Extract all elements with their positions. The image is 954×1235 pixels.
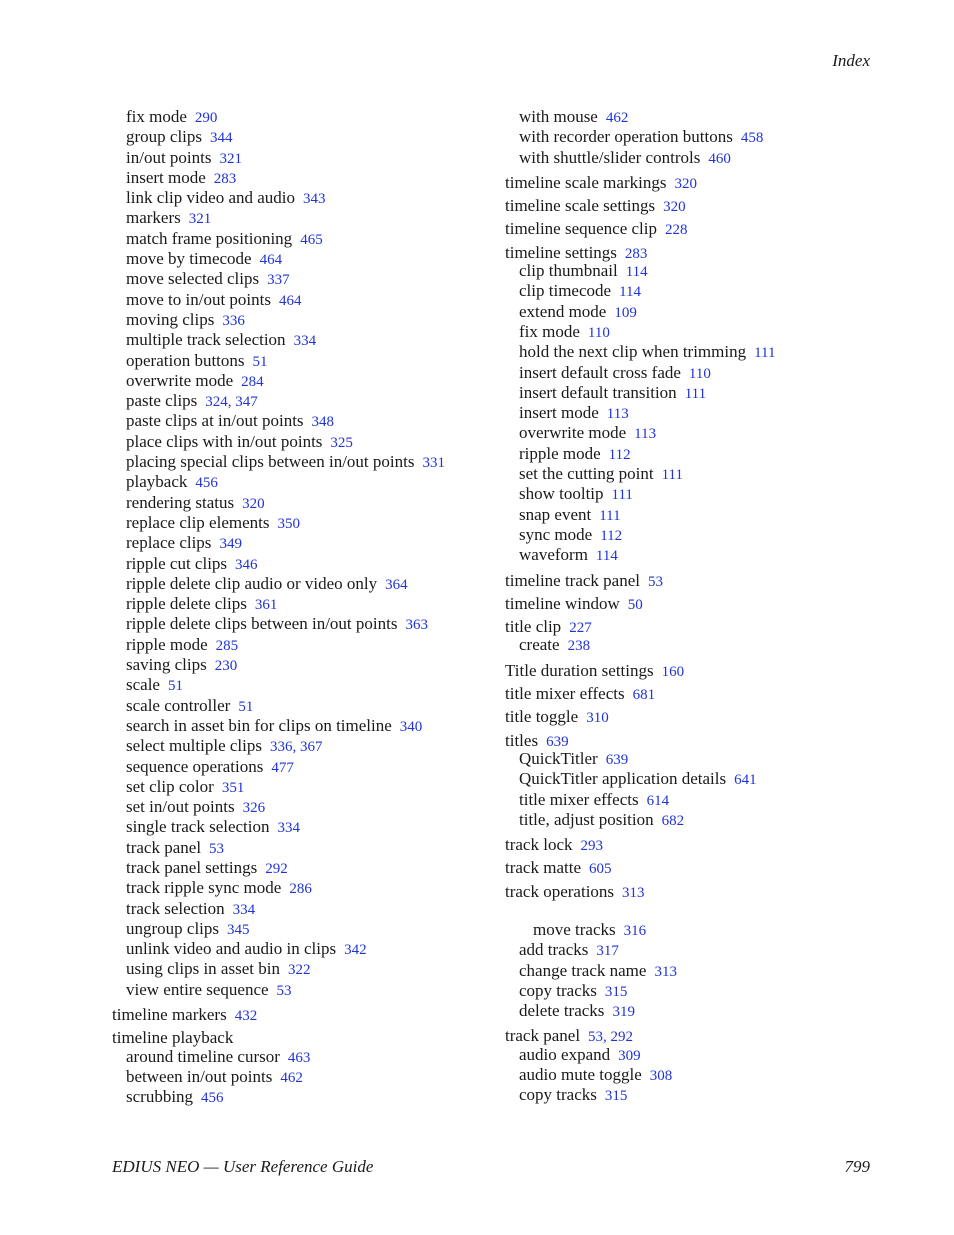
index-subentry	[112, 736, 492, 756]
index-subentry	[112, 513, 492, 533]
index-subentry	[112, 574, 492, 594]
index-term: move to in/out points	[126, 289, 271, 309]
index-term: audio expand	[519, 1044, 611, 1064]
page-link[interactable]: 112	[608, 446, 631, 463]
index-term: ripple mode	[126, 634, 208, 654]
index-subentry	[112, 635, 492, 655]
index-subentry	[112, 797, 492, 817]
index-term: fix mode	[519, 321, 580, 341]
page-link[interactable]: 334	[232, 901, 256, 918]
index-term: timeline markers	[112, 1005, 227, 1025]
index-subentry	[505, 1085, 885, 1105]
index-subentry	[505, 1001, 885, 1021]
page-separator: ,	[603, 1029, 611, 1046]
page-link[interactable]: 456	[195, 475, 218, 492]
page-link[interactable]: 283	[624, 245, 648, 262]
index-subentry	[505, 363, 885, 383]
page-link[interactable]: 53	[648, 573, 663, 590]
page-link[interactable]: 110	[587, 324, 610, 341]
page-link[interactable]: 315	[604, 1088, 628, 1105]
page-link[interactable]: 336	[269, 739, 293, 756]
index-term: insert default cross fade	[519, 362, 681, 382]
page-link[interactable]: 113	[634, 426, 657, 443]
page-link[interactable]: 367	[299, 739, 323, 756]
page-link[interactable]: 344	[210, 130, 233, 147]
index-term: place clips with in/out points	[126, 431, 323, 451]
index-term: track ripple sync mode	[126, 878, 282, 898]
page-link[interactable]: 309	[618, 1047, 641, 1064]
index-subentry	[112, 939, 492, 959]
page-link[interactable]: 343	[303, 191, 326, 208]
page-link[interactable]: 50	[627, 596, 643, 613]
page-link[interactable]: 110	[688, 365, 711, 382]
index-term: unlink video and audio in clips	[126, 939, 337, 959]
index-subentry	[112, 1087, 492, 1107]
index-subentry	[505, 940, 885, 960]
page-link[interactable]: 290	[194, 110, 218, 126]
index-term: add tracks	[519, 940, 589, 960]
index-subentry	[505, 403, 885, 423]
index-term: between in/out points	[126, 1066, 273, 1086]
page-link[interactable]: 349	[219, 536, 242, 553]
index-column-left	[112, 107, 492, 1108]
page-link[interactable]: 347	[235, 394, 258, 411]
index-subentry	[505, 423, 885, 443]
index-term: single track selection	[126, 817, 270, 837]
index-entry	[505, 214, 885, 237]
page-link[interactable]: 315	[604, 983, 628, 1000]
index-entry	[505, 679, 885, 702]
index-subentry	[505, 484, 885, 504]
index-entry	[505, 656, 885, 679]
index-term: markers	[126, 208, 181, 228]
index-term: move by timecode	[126, 249, 252, 269]
index-subentry	[112, 493, 492, 513]
index-term: insert mode	[126, 167, 206, 187]
index-subentry	[112, 290, 492, 310]
page-link[interactable]: 160	[661, 663, 685, 680]
index-term: set the cutting point	[519, 464, 654, 484]
index-entry	[505, 830, 885, 853]
index-subentry	[112, 330, 492, 350]
index-term: track selection	[126, 898, 225, 918]
index-term: title mixer effects	[505, 684, 625, 704]
index-term: clip timecode	[519, 281, 612, 301]
page-link[interactable]: 346	[235, 556, 258, 573]
index-subentry	[112, 249, 492, 269]
index-subentry	[505, 281, 885, 301]
page-link[interactable]: 641	[734, 772, 757, 789]
index-entry	[505, 726, 885, 749]
page-link[interactable]: 113	[606, 406, 629, 423]
index-subentry	[112, 858, 492, 878]
index-subentry	[505, 769, 885, 789]
index-term: create	[519, 635, 560, 655]
index-term: scrubbing	[126, 1087, 194, 1107]
page-link[interactable]: 51	[252, 353, 268, 370]
index-subentry	[112, 959, 492, 979]
index-term: show tooltip	[519, 484, 604, 504]
index-term: playback	[126, 472, 188, 492]
page-link[interactable]: 321	[219, 150, 242, 167]
page-link[interactable]: 316	[623, 922, 647, 939]
page-link[interactable]: 463	[287, 1049, 311, 1066]
index-subentry	[112, 675, 492, 695]
running-header: Index	[832, 51, 870, 70]
index-subentry	[112, 817, 492, 837]
index-term: ripple delete clips between in/out points	[126, 614, 398, 634]
index-term: with shuttle/slider controls	[519, 147, 701, 167]
index-subentry	[505, 107, 885, 127]
page-link[interactable]: 322	[287, 962, 311, 979]
page-link[interactable]: 292	[265, 860, 288, 877]
index-term: sequence operations	[126, 756, 264, 776]
index-entry	[505, 238, 885, 261]
page-link[interactable]: 109	[614, 304, 637, 321]
index-subentry	[112, 391, 492, 411]
page-link[interactable]: 313	[622, 884, 645, 901]
page-link[interactable]: 348	[311, 414, 335, 431]
page-link[interactable]: 111	[611, 487, 633, 504]
index-term: timeline scale settings	[505, 196, 656, 216]
index-term: placing special clips between in/out points	[126, 452, 415, 472]
index-subentry	[505, 961, 885, 981]
page-link[interactable]: 308	[649, 1068, 673, 1085]
index-term: title, adjust position	[519, 809, 654, 829]
index-term: ripple delete clip audio or video only	[126, 573, 378, 593]
index-term: with mouse	[519, 107, 598, 126]
index-subentry	[112, 757, 492, 777]
page-link[interactable]: 325	[330, 434, 353, 451]
page-link[interactable]: 321	[188, 211, 212, 228]
index-subentry	[112, 351, 492, 371]
index-term: group clips	[126, 127, 203, 147]
index-term: insert default transition	[519, 382, 677, 402]
index-term: multiple track selection	[126, 330, 286, 350]
index-term: search in asset bin for clips on timeline	[126, 715, 392, 735]
index-term: track panel	[126, 837, 202, 857]
index-term: saving clips	[126, 655, 207, 675]
index-entry	[505, 191, 885, 214]
index-subentry	[505, 981, 885, 1001]
index-term: QuickTitler application details	[519, 769, 727, 789]
page-link[interactable]: 462	[280, 1069, 303, 1086]
index-term: ripple delete clips	[126, 594, 247, 614]
page-link[interactable]: 111	[754, 345, 776, 362]
page-link[interactable]: 286	[289, 881, 312, 898]
index-term: scale	[126, 675, 160, 695]
index-subentry	[112, 554, 492, 574]
page-link[interactable]: 53	[588, 1029, 604, 1046]
page-link[interactable]: 331	[422, 455, 445, 472]
index-term: QuickTitler	[519, 748, 598, 768]
index-term: ripple cut clips	[126, 553, 228, 573]
page-link[interactable]: 639	[546, 733, 569, 750]
page-link[interactable]: 351	[221, 779, 245, 796]
index-subentry	[505, 464, 885, 484]
index-subentry	[112, 168, 492, 188]
index-term: move tracks	[533, 919, 616, 939]
page-link[interactable]: 464	[278, 292, 302, 309]
index-term: copy tracks	[519, 1085, 597, 1105]
index-subentry	[505, 383, 885, 403]
page-link[interactable]: 114	[619, 284, 642, 301]
page-link[interactable]: 319	[612, 1004, 635, 1021]
index-term: delete tracks	[519, 1001, 605, 1021]
index-term: select multiple clips	[126, 736, 262, 756]
index-term: change track name	[519, 960, 647, 980]
index-entry	[112, 1000, 492, 1023]
index-term: track matte	[505, 858, 581, 878]
page-link[interactable]: 336	[222, 312, 245, 329]
page-link[interactable]: 285	[215, 637, 239, 654]
index-subentry	[112, 980, 492, 1000]
index-subentry	[505, 790, 885, 810]
index-subentry	[112, 1047, 492, 1067]
index-term: move selected clips	[126, 269, 260, 289]
index-term: timeline sequence clip	[505, 219, 657, 239]
page-footer	[112, 1157, 870, 1177]
page-link[interactable]: 432	[234, 1008, 258, 1025]
index-term: ungroup clips	[126, 918, 220, 938]
index-term: operation buttons	[126, 350, 245, 370]
page-link[interactable]: 345	[227, 921, 250, 938]
index-term: timeline settings	[505, 242, 617, 262]
index-term: insert mode	[519, 403, 599, 423]
index-entry	[505, 877, 885, 900]
page-link[interactable]: 114	[625, 264, 648, 281]
index-subentry	[112, 269, 492, 289]
index-entry	[505, 612, 885, 635]
index-subentry	[505, 261, 885, 281]
page-link[interactable]: 350	[277, 515, 300, 532]
index-subentry	[112, 310, 492, 330]
page-link[interactable]: 283	[213, 170, 237, 187]
page-link[interactable]: 114	[595, 548, 618, 565]
index-subentry	[112, 899, 492, 919]
page-link[interactable]: 293	[580, 838, 603, 855]
index-subentry	[112, 208, 492, 228]
page-link[interactable]: 342	[344, 942, 367, 959]
index-term: track operations	[505, 881, 615, 901]
index-term: using clips in asset bin	[126, 959, 280, 979]
page-link[interactable]: 340	[399, 718, 423, 735]
index-term: track lock	[505, 835, 573, 855]
index-term: rendering status	[126, 492, 235, 512]
index-entry	[505, 853, 885, 876]
page-link[interactable]: 337	[267, 272, 290, 289]
index-subentry	[505, 1065, 885, 1085]
index-term: replace clip elements	[126, 512, 270, 532]
index-term: snap event	[519, 504, 592, 524]
index-subentry	[505, 302, 885, 322]
index-term: sync mode	[519, 524, 593, 544]
index-entry	[505, 168, 885, 191]
index-term: replace clips	[126, 533, 212, 553]
page-link[interactable]: 53	[276, 982, 292, 999]
page-link[interactable]: 238	[567, 638, 591, 655]
index-term: overwrite mode	[519, 423, 627, 443]
page-separator: ,	[227, 394, 236, 411]
index-term: audio mute toggle	[519, 1065, 642, 1085]
index-subentry	[505, 444, 885, 464]
index-term: titles	[505, 730, 539, 750]
index-subentry	[505, 545, 885, 565]
index-subentry	[112, 777, 492, 797]
page-link[interactable]: 458	[740, 130, 764, 147]
index-term: track panel	[505, 1026, 581, 1046]
index-subentry	[112, 411, 492, 431]
page-separator: ,	[292, 739, 300, 756]
index-subentry	[112, 107, 492, 127]
index-term: scale controller	[126, 695, 231, 715]
index-subentry	[112, 432, 492, 452]
page-link[interactable]: 682	[661, 812, 685, 829]
index-column-right	[505, 107, 885, 1106]
page-link[interactable]: 639	[605, 751, 629, 768]
page-link[interactable]: 324	[205, 394, 228, 411]
index-entry	[505, 702, 885, 725]
index-term: title toggle	[505, 707, 579, 727]
index-term: copy tracks	[519, 980, 597, 1000]
index-term: in/out points	[126, 147, 212, 167]
index-subentry	[112, 878, 492, 898]
index-subentry	[112, 919, 492, 939]
index-subentry	[112, 229, 492, 249]
index-entry	[112, 1023, 492, 1046]
page-link[interactable]: 320	[663, 199, 686, 216]
page-link[interactable]: 51	[238, 698, 254, 715]
page-number: 799	[844, 1157, 870, 1176]
index-term: link clip video and audio	[126, 188, 296, 208]
index-subentry	[505, 810, 885, 830]
page-link[interactable]: 53	[209, 840, 225, 857]
index-term: around timeline cursor	[126, 1046, 280, 1066]
index-subentry	[112, 838, 492, 858]
page-link[interactable]: 111	[599, 507, 621, 524]
index-entry	[505, 589, 885, 612]
page-link[interactable]: 313	[654, 963, 677, 980]
page-link[interactable]: 462	[605, 110, 629, 126]
page-link[interactable]: 51	[167, 678, 183, 695]
index-term: set in/out points	[126, 797, 235, 817]
page-link[interactable]: 292	[610, 1029, 634, 1046]
index-subentry	[112, 655, 492, 675]
index-subentry	[505, 505, 885, 525]
index-term: track panel settings	[126, 857, 258, 877]
index-term: timeline track panel	[505, 570, 640, 590]
index-subentry	[112, 594, 492, 614]
index-term: view entire sequence	[126, 979, 269, 999]
index-subentry	[505, 635, 885, 655]
footer-title: EDIUS NEO — User Reference Guide	[112, 1157, 374, 1176]
index-subentry	[505, 322, 885, 342]
index-subentry	[112, 696, 492, 716]
page-link[interactable]: 334	[293, 333, 317, 350]
index-subentry	[112, 1067, 492, 1087]
index-term: title mixer effects	[519, 789, 639, 809]
index-term: hold the next clip when trimming	[519, 342, 747, 362]
index-term: fix mode	[126, 107, 187, 126]
page-link[interactable]: 363	[405, 617, 428, 634]
index-term: title clip	[505, 617, 562, 637]
page-link[interactable]: 464	[259, 252, 283, 269]
index-entry	[505, 1021, 885, 1044]
page-link[interactable]: 460	[708, 150, 731, 167]
index-term: match frame positioning	[126, 228, 293, 248]
page-link[interactable]: 477	[271, 759, 294, 776]
index-subentry	[505, 525, 885, 545]
page-link[interactable]: 317	[596, 943, 619, 960]
index-term: set clip color	[126, 776, 214, 796]
index-subentry	[505, 127, 885, 147]
index-subentry	[112, 614, 492, 634]
page-link[interactable]: 284	[241, 373, 264, 390]
index-term: timeline scale markings	[505, 172, 667, 192]
page-link[interactable]: 465	[300, 231, 323, 248]
index-term: paste clips	[126, 391, 198, 411]
page-link[interactable]: 310	[586, 710, 609, 727]
index-term: waveform	[519, 545, 588, 565]
page-link[interactable]: 227	[569, 620, 592, 637]
page-link[interactable]: 614	[646, 792, 670, 809]
page-link[interactable]: 112	[600, 527, 623, 544]
index-term: timeline window	[505, 593, 620, 613]
index-term: paste clips at in/out points	[126, 411, 304, 431]
index-subentry	[112, 533, 492, 553]
page-link[interactable]: 320	[674, 175, 697, 192]
page-link[interactable]: 326	[242, 800, 266, 817]
index-term: clip thumbnail	[519, 261, 618, 281]
index-subentry	[112, 716, 492, 736]
index-subentry	[112, 371, 492, 391]
page-link[interactable]: 320	[242, 495, 265, 512]
index-subentry	[505, 920, 885, 940]
index-term: Title duration settings	[505, 660, 654, 680]
index-term: extend mode	[519, 301, 607, 321]
page-link[interactable]: 334	[277, 820, 301, 837]
index-term: ripple mode	[519, 443, 601, 463]
index-term: timeline playback	[112, 1028, 234, 1048]
index-subentry	[112, 472, 492, 492]
page-link[interactable]: 605	[589, 861, 612, 878]
index-subentry	[505, 1045, 885, 1065]
index-term: overwrite mode	[126, 370, 234, 390]
index-subentry	[112, 452, 492, 472]
page-link[interactable]: 681	[632, 687, 656, 704]
page-link[interactable]: 228	[665, 222, 688, 239]
page-link[interactable]: 361	[254, 597, 278, 614]
page-link[interactable]: 364	[385, 576, 408, 593]
index-subentry	[112, 188, 492, 208]
index-subentry	[505, 148, 885, 168]
page-link[interactable]: 230	[214, 658, 238, 675]
index-subentry	[112, 148, 492, 168]
index-term: moving clips	[126, 309, 215, 329]
index-subentry	[112, 127, 492, 147]
index-subentry	[505, 749, 885, 769]
index-subentry	[505, 342, 885, 362]
page-link[interactable]: 456	[201, 1090, 224, 1107]
index-entry	[505, 566, 885, 589]
index-term: with recorder operation buttons	[519, 127, 733, 147]
page-link[interactable]: 111	[684, 385, 707, 402]
page-link[interactable]: 111	[661, 467, 683, 484]
